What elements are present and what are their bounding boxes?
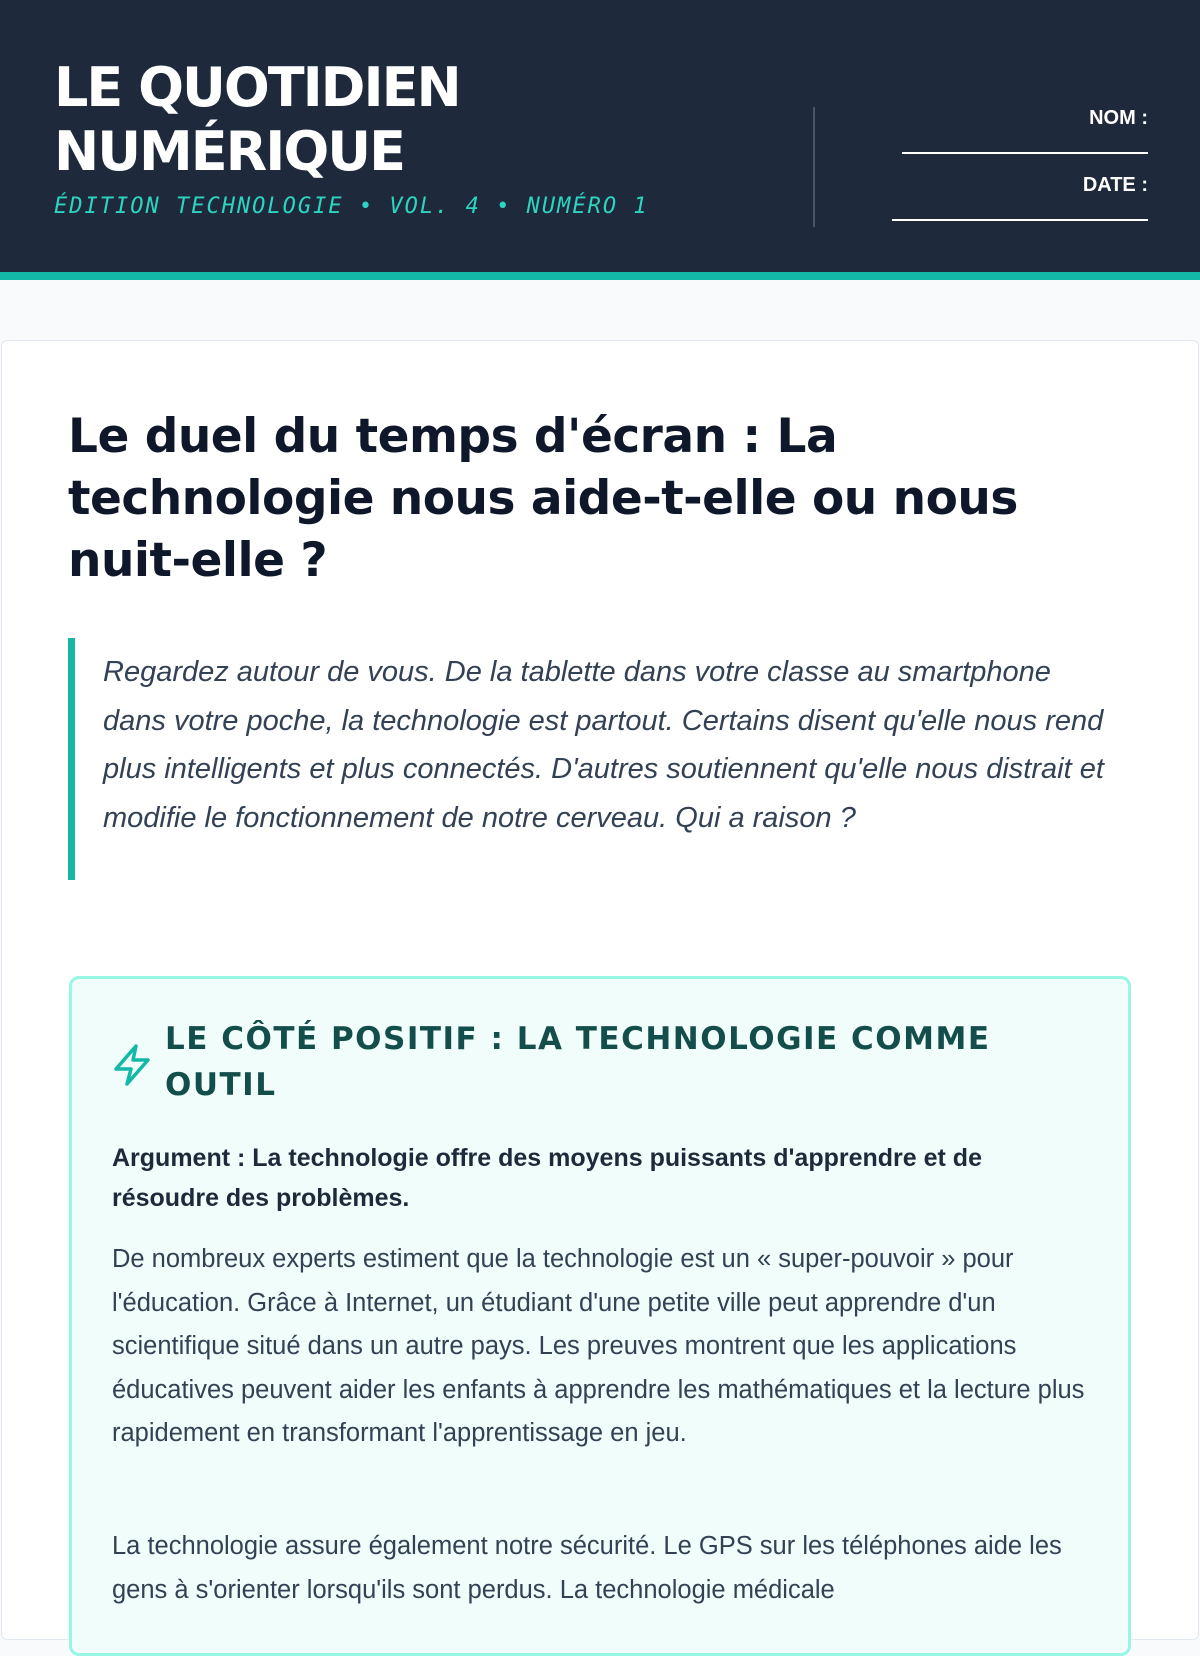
newspaper-title-line1: LE QUOTIDIEN xyxy=(54,56,460,119)
date-label: DATE : xyxy=(1082,174,1148,196)
name-label: NOM : xyxy=(1089,107,1148,129)
newspaper-title xyxy=(54,56,754,184)
name-field-line[interactable] xyxy=(902,152,1148,154)
lightning-bolt-icon xyxy=(112,1043,152,1087)
positive-argument: Argument : La technologie offre des moyens puissants d'apprendre et de résoudre des problèmes. xyxy=(112,1144,982,1212)
positive-side-heading: LE CÔTÉ POSITIF : LA TECHNOLOGIE COMME OUTIL xyxy=(165,1021,991,1103)
article-headline: Le duel du temps d'écran : La technologie nous aide-t-elle ou nous nuit-elle ? xyxy=(68,409,1018,588)
positive-paragraph-1: De nombreux experts estiment que la technologie est un « super-pouvoir » pour l'éducation. Grâce à Internet, un étudiant d'une petite ville peut apprendre d'un scientifique situé dans un autre pays. Les preuves montrent que les applications éducatives peuvent aider les enfants à apprendre les mathématiques et la lecture plus rapidement en transformant l'apprentissage en jeu. xyxy=(112,1245,1085,1447)
article-lead-quote: Regardez autour de vous. De la tablette dans votre classe au smartphone dans votre poche, la technologie est partout. Certains disent qu'elle nous rend plus intelligents et plus connectés. D'autres soutiennent qu'elle nous distrait et modifie le fonctionnement de notre cerveau. Qui a raison ? xyxy=(68,638,1108,880)
masthead-divider xyxy=(813,107,815,227)
date-field-line[interactable] xyxy=(892,219,1148,221)
edition-line: ÉDITION TECHNOLOGIE • VOL. 4 • NUMÉRO 1 xyxy=(54,194,649,219)
masthead xyxy=(0,0,1200,280)
newspaper-title-line2: NUMÉRIQUE xyxy=(54,120,404,183)
positive-paragraph-2: La technologie assure également notre sécurité. Le GPS sur les téléphones aide les gens à s'orienter lorsqu'ils sont perdus. La technologie médicale xyxy=(112,1532,1062,1604)
